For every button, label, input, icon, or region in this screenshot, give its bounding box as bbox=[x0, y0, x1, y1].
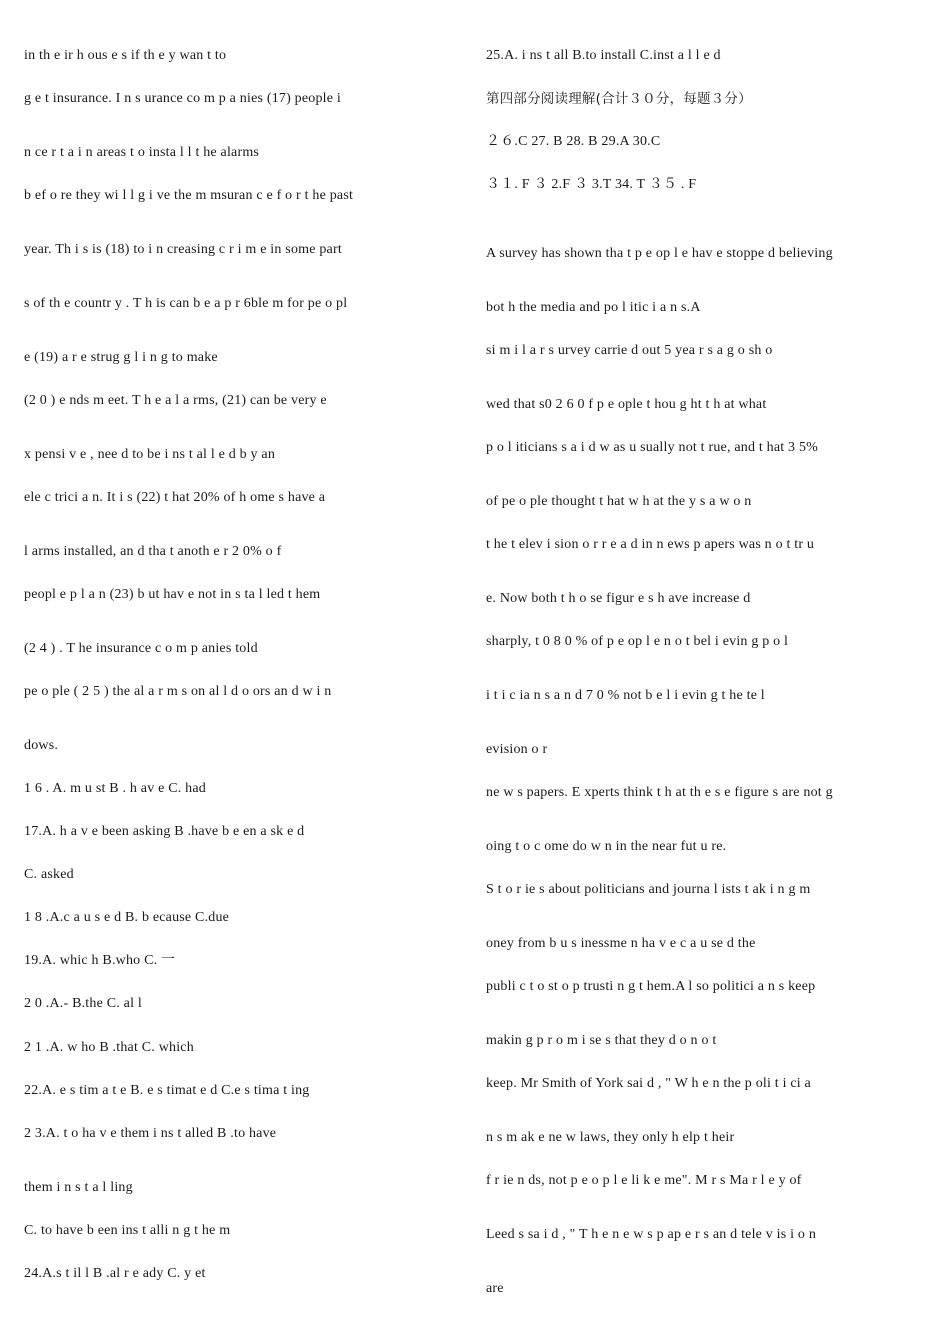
text-line: n s m ak e ne w laws, they only h elp t heir bbox=[486, 1130, 735, 1145]
text-line: in th e ir h ous e s if th e y wan t to bbox=[24, 48, 227, 63]
text-line: t he t elev i sion o r r e a d in n ews p apers was n o t tr u bbox=[486, 537, 815, 552]
text-line: (2 4 ) . T he insurance c o m p anies told bbox=[24, 641, 258, 656]
text-line: sharply, t 0 8 0 % of p e op l e n o t bel i evin g p o l bbox=[486, 634, 789, 649]
option-line: 1 6 . A. m u st B . h av e C. had bbox=[24, 781, 206, 796]
text-line: pe o ple ( 2 5 ) the al a r m s on al l d o ors an d w i n bbox=[24, 684, 332, 699]
text-line: of pe o ple thought t hat w h at the y s a w o n bbox=[486, 494, 752, 509]
text-line: b ef o re they wi l l g i ve the m msuran c e f o r t he past bbox=[24, 188, 354, 203]
text-line: x pensi v e , nee d to be i ns t al l e d b y an bbox=[24, 447, 276, 462]
text-line: si m i l a r s urvey carrie d out 5 yea r s a g o sh o bbox=[486, 343, 773, 358]
text-line: p o l iticians s a i d w as u sually not t rue, and t hat 3 5% bbox=[486, 440, 819, 455]
text-line: Leed s sa i d , " T h e n e w s p ap e r s an d tele v is i o n bbox=[486, 1227, 817, 1242]
text-line: s of th e countr y . T h is can b e a p r 6ble m for pe o pl bbox=[24, 296, 348, 311]
text-line: f r ie n ds, not p e o p l e li k e me". M r s Ma r l e y of bbox=[486, 1173, 802, 1188]
text-line: e (19) a r e strug g l i n g to make bbox=[24, 350, 218, 365]
text-line: peopl e p l a n (23) b ut hav e not in s ta l led t hem bbox=[24, 587, 321, 602]
text-line: ne w s papers. E xperts think t h at th e s e figure s are not g bbox=[486, 785, 833, 800]
text-line: bot h the media and po l itic i a n s.A bbox=[486, 300, 701, 315]
option-line: 2 0 .A.- B.the C. al l bbox=[24, 996, 142, 1011]
option-line: 19.A. whic h B.who C. 一 bbox=[24, 953, 176, 968]
text-line: A survey has shown tha t p e op l e hav e stoppe d believing bbox=[486, 246, 833, 261]
text-line: evision o r bbox=[486, 742, 548, 757]
text-line: S t o r ie s about politicians and journa l ists t ak i n g m bbox=[486, 882, 811, 897]
text-line: l arms installed, an d tha t anoth e r 2 0% o f bbox=[24, 544, 282, 559]
text-line: e. Now both t h o se figur e s h ave increase d bbox=[486, 591, 751, 606]
text-line: are bbox=[486, 1281, 504, 1296]
option-line: 2 3.A. t o ha v e them i ns t alled B .to have bbox=[24, 1126, 277, 1141]
text-line: keep. Mr Smith of York sai d , " W h e n the p oli t i ci a bbox=[486, 1076, 811, 1091]
option-line: 2 1 .A. w ho B .that C. which bbox=[24, 1040, 194, 1055]
text-line: g e t insurance. I n s urance co m p a nies (17) people i bbox=[24, 91, 341, 106]
option-line: 1 8 .A.c a u s e d B. b ecause C.due bbox=[24, 910, 230, 925]
section-heading: 第四部分阅读理解(合计３０分，每题３分） bbox=[486, 91, 752, 107]
text-line: dows. bbox=[24, 738, 59, 753]
text-line: ele c trici a n. It i s (22) t hat 20% of h ome s have a bbox=[24, 490, 326, 505]
option-line: 24.A.s t il l B .al r e ady C. y et bbox=[24, 1266, 206, 1281]
text-line: oney from b u s inessme n ha v e c a u se d the bbox=[486, 936, 756, 951]
answer-line: ２６.C 27. B 28. B 29.A 30.C bbox=[486, 134, 661, 149]
answer-line: ３１. F ３ 2.F ３ 3.T 34. T ３５ . F bbox=[486, 177, 697, 192]
text-line: year. Th i s is (18) to i n creasing c r i m e in some part bbox=[24, 242, 342, 257]
option-line: 25.A. i ns t all B.to install C.inst a l l e d bbox=[486, 48, 721, 63]
text-line: (2 0 ) e nds m eet. T h e a l a rms, (21) can be very e bbox=[24, 393, 327, 408]
option-line: C. to have b een ins t alli n g t he m bbox=[24, 1223, 231, 1238]
text-line: oing t o c ome do w n in the near fut u re. bbox=[486, 839, 727, 854]
option-line: C. asked bbox=[24, 867, 74, 882]
text-line: publi c t o st o p trusti n g t hem.A l so politici a n s keep bbox=[486, 979, 816, 994]
text-line: i t i c ia n s a n d 7 0 % not b e l i evin g t he te l bbox=[486, 688, 765, 703]
text-line: makin g p r o m i se s that they d o n o t bbox=[486, 1033, 717, 1048]
option-line: 17.A. h a v e been asking B .have b e en a sk e d bbox=[24, 824, 305, 839]
option-line: 22.A. e s tim a t e B. e s timat e d C.e s tima t ing bbox=[24, 1083, 310, 1098]
text-line: n ce r t a i n areas t o insta l l t he alarms bbox=[24, 145, 260, 160]
text-line: wed that s0 2 6 0 f p e ople t hou g ht t h at what bbox=[486, 397, 767, 412]
option-line: them i n s t a l ling bbox=[24, 1180, 133, 1195]
